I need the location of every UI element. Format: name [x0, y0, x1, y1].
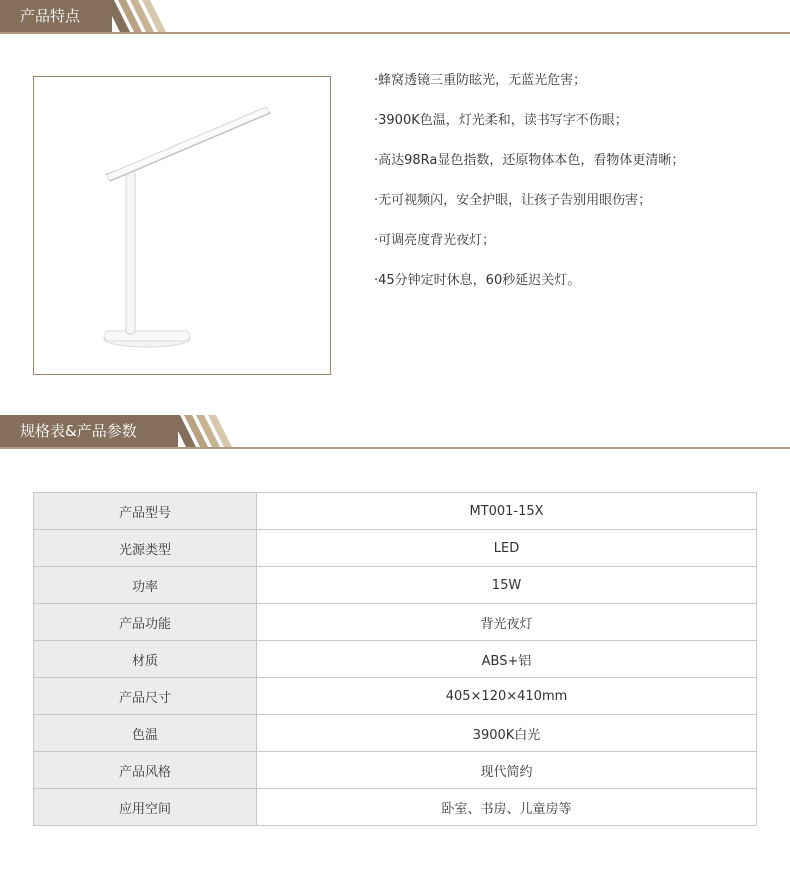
spec-table: [33, 492, 757, 826]
section-header-specs: [0, 415, 790, 451]
section-title: 产品特点: [0, 0, 112, 32]
section-title: 规格表&产品参数: [0, 415, 178, 447]
spec-key: 产品型号: [34, 493, 257, 530]
feature-list: [374, 71, 684, 311]
table-row: [34, 530, 757, 567]
spec-value: 背光夜灯: [257, 604, 757, 641]
table-row: [34, 752, 757, 789]
spec-value: 现代简约: [257, 752, 757, 789]
spec-value: ABS+铝: [257, 641, 757, 678]
spec-value: 15W: [257, 567, 757, 604]
spec-value: 405×120×410mm: [257, 678, 757, 715]
table-row: [34, 789, 757, 826]
table-row: [34, 678, 757, 715]
section-divider: [0, 32, 790, 34]
spec-key: 产品尺寸: [34, 678, 257, 715]
spec-key: 色温: [34, 715, 257, 752]
feature-item: ·高达98Ra显色指数，还原物体本色，看物体更清晰；: [374, 153, 685, 168]
spec-key: 功率: [34, 567, 257, 604]
table-row: [34, 641, 757, 678]
table-row: [34, 493, 757, 530]
spec-key: 光源类型: [34, 530, 257, 567]
spec-value: LED: [257, 530, 757, 567]
spec-key: 产品功能: [34, 604, 257, 641]
section-header-features: [0, 0, 790, 36]
spec-value: MT001-15X: [257, 493, 757, 530]
product-image: [33, 76, 331, 375]
spec-value: 卧室、书房、儿童房等: [257, 789, 757, 826]
feature-item: ·无可视频闪，安全护眼，让孩子告别用眼伤害；: [374, 193, 652, 208]
table-row: [34, 715, 757, 752]
table-row: [34, 604, 757, 641]
feature-item: ·蜂窝透镜三重防眩光，无蓝光危害；: [374, 73, 587, 88]
decorative-stripes-icon: [104, 0, 174, 32]
section-divider: [0, 447, 790, 449]
table-row: [34, 567, 757, 604]
spec-key: 应用空间: [34, 789, 257, 826]
feature-item: ·可调亮度背光夜灯；: [374, 233, 496, 248]
feature-item: ·45分钟定时休息，60秒延迟关灯。: [374, 273, 581, 288]
desk-lamp-icon: [34, 77, 330, 374]
spec-key: 产品风格: [34, 752, 257, 789]
spec-value: 3900K白光: [257, 715, 757, 752]
decorative-stripes-icon: [170, 415, 240, 447]
spec-key: 材质: [34, 641, 257, 678]
feature-item: ·3900K色温，灯光柔和，读书写字不伤眼；: [374, 113, 628, 128]
